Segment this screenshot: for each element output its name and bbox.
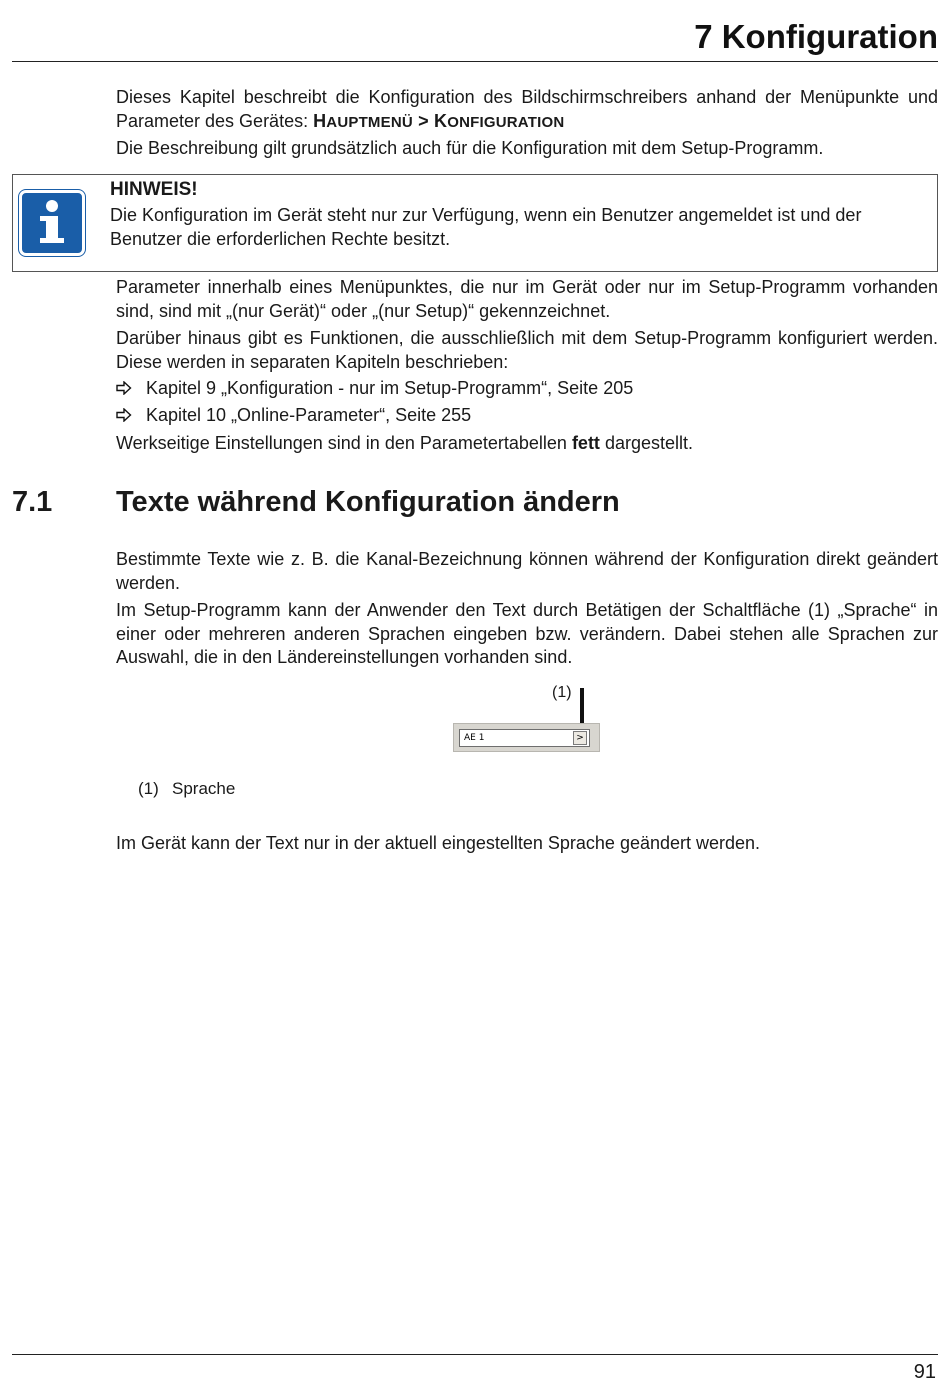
intro-setup-note: Die Beschreibung gilt grundsätzlich auch für die Konfiguration mit dem Setup-Programm. bbox=[116, 138, 824, 158]
channel-name-input[interactable]: AE 1 bbox=[459, 729, 590, 747]
bold-word: fett bbox=[571, 433, 600, 453]
info-icon bbox=[19, 190, 85, 256]
legend-number: (1) bbox=[138, 779, 159, 798]
section-paragraph-1: Bestimmte Texte wie z. B. die Kanal-Bezeichnung können während der Konfiguration direkt geändert werden. bbox=[116, 549, 938, 593]
intro-text: Dieses Kapitel beschreibt die Konfiguration des Bildschirmschreibers anhand der Menüpunkte und Parameter des Gerätes: bbox=[116, 87, 938, 131]
section-title: Texte während Konfiguration ändern bbox=[116, 486, 620, 518]
chapter-title: 7 Konfiguration bbox=[694, 18, 938, 55]
header-rule bbox=[12, 61, 938, 62]
notice-text: Die Konfiguration im Gerät steht nur zur Verfügung, wenn ein Benutzer angemeldet ist und der Benutzer die erforderlichen Rechte besitzt. bbox=[110, 205, 862, 249]
defaults-paragraph: Werkseitige Einstellungen sind in den Parametertabellen fett dargestellt. bbox=[116, 433, 693, 453]
section-number: 7.1 bbox=[12, 486, 53, 518]
reference-link-chapter-9[interactable] bbox=[116, 377, 633, 401]
reference-link-chapter-10[interactable] bbox=[116, 404, 471, 428]
arrow-right-icon bbox=[116, 404, 146, 428]
footer-rule bbox=[12, 1354, 938, 1355]
arrow-right-icon bbox=[116, 377, 146, 401]
language-button[interactable]: > bbox=[573, 731, 587, 745]
functions-paragraph: Darüber hinaus gibt es Funktionen, die ausschließlich mit dem Setup-Programm konfiguriert werden. Diese werden in separaten Kapiteln beschrieben: bbox=[116, 328, 938, 372]
intro-paragraph bbox=[116, 86, 938, 134]
notice-heading: HINWEIS! bbox=[110, 179, 198, 200]
menu-path: HAUPTMENÜ > KONFIGURATION bbox=[313, 110, 565, 131]
reference-text: Kapitel 9 „Konfiguration - nur im Setup-Programm“, Seite 205 bbox=[146, 378, 634, 398]
page-number: 91 bbox=[913, 1361, 936, 1383]
reference-text: Kapitel 10 „Online-Parameter“, Seite 255 bbox=[146, 405, 472, 425]
section-paragraph-3: Im Gerät kann der Text nur in der aktuell eingestellten Sprache geändert werden. bbox=[116, 833, 761, 853]
callout-line bbox=[580, 688, 584, 724]
legend-label: Sprache bbox=[172, 779, 236, 798]
parameter-paragraph: Parameter innerhalb eines Menüpunktes, die nur im Gerät oder nur im Setup-Programm vorhanden sind, sind mit „(nur Gerät)“ oder „(nur Setup)“ gekennzeichnet. bbox=[116, 277, 938, 321]
callout-label: (1) bbox=[552, 684, 572, 701]
section-paragraph-2: Im Setup-Programm kann der Anwender den Text durch Betätigen der Schaltfläche (1) „Sprache“ in einer oder mehreren anderen Sprachen eingeben bzw. verändern. Dabei stehen alle Sprachen zur Auswahl, die in den Ländereinstellungen vorhanden sind. bbox=[116, 600, 938, 667]
